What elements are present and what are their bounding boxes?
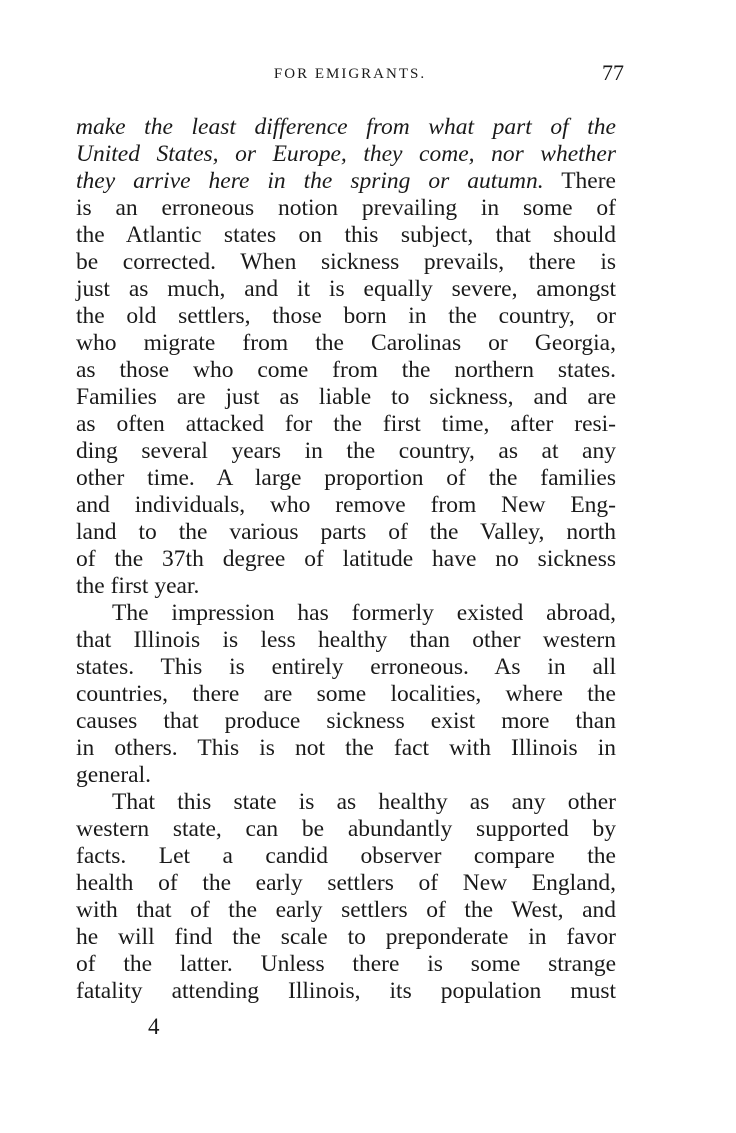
text-line: as those who come from the northern states. [76,357,616,383]
text-line: the first year. [76,573,200,599]
text-line: as often attacked for the first time, after resi- [76,411,616,437]
text-line: the Atlantic states on this subject, that should [76,222,616,248]
text-line: of the latter. Unless there is some strange [76,951,616,977]
text-line [76,168,616,195]
text-line: ding several years in the country, as at any [76,438,616,464]
text-line: land to the various parts of the Valley, north [76,519,616,545]
text-line: in others. This is not the fact with Illinois in [76,735,616,761]
text-line: just as much, and it is equally severe, amongst [76,276,616,302]
text-line-italic: United States, or Europe, they come, nor whether [76,141,616,167]
text-line: other time. A large proportion of the families [76,465,616,491]
running-head [76,62,624,92]
paragraph-first-line: That this state is as healthy as any other [112,789,616,815]
paragraph-first-line: The impression has formerly existed abroad, [112,600,616,626]
text-line: the old settlers, those born in the country, or [76,303,616,329]
text-line: and individuals, who remove from New Eng- [76,492,616,518]
text-line: he will find the scale to preponderate in favor [76,924,616,950]
text-line: is an erroneous notion prevailing in some of [76,195,616,221]
running-title: FOR EMIGRANTS. [273,66,427,82]
text-line: general. [76,762,152,788]
text-line: with that of the early settlers of the West, and [76,897,616,923]
text-line: that Illinois is less healthy than other western [76,627,616,653]
text-line: states. This is entirely erroneous. As in all [76,654,616,680]
text-line: facts. Let a candid observer compare the [76,843,616,869]
text-line: countries, there are some localities, where the [76,681,616,707]
text-line: Families are just as liable to sickness, and are [76,384,616,410]
text-line: causes that produce sickness exist more than [76,708,616,734]
text-line [76,114,616,141]
signature-mark: 4 [148,1014,160,1039]
text-line: fatality attending Illinois, its population must [76,978,616,1004]
text-line-italic: they arrive here in the spring or autumn. [76,168,544,194]
text-line: health of the early settlers of New England, [76,870,616,896]
text-line-roman: There [543,168,616,194]
text-line: of the 37th degree of latitude have no sickness [76,546,616,572]
text-line: be corrected. When sickness prevails, there is [76,249,616,275]
page-number: 77 [602,60,624,85]
text-line: who migrate from the Carolinas or Georgia, [76,330,616,356]
text-line: western state, can be abundantly supported by [76,816,616,842]
text-line-italic: make the least difference from what part of the [76,114,616,140]
body-text [76,114,616,1005]
text-line [76,141,616,168]
